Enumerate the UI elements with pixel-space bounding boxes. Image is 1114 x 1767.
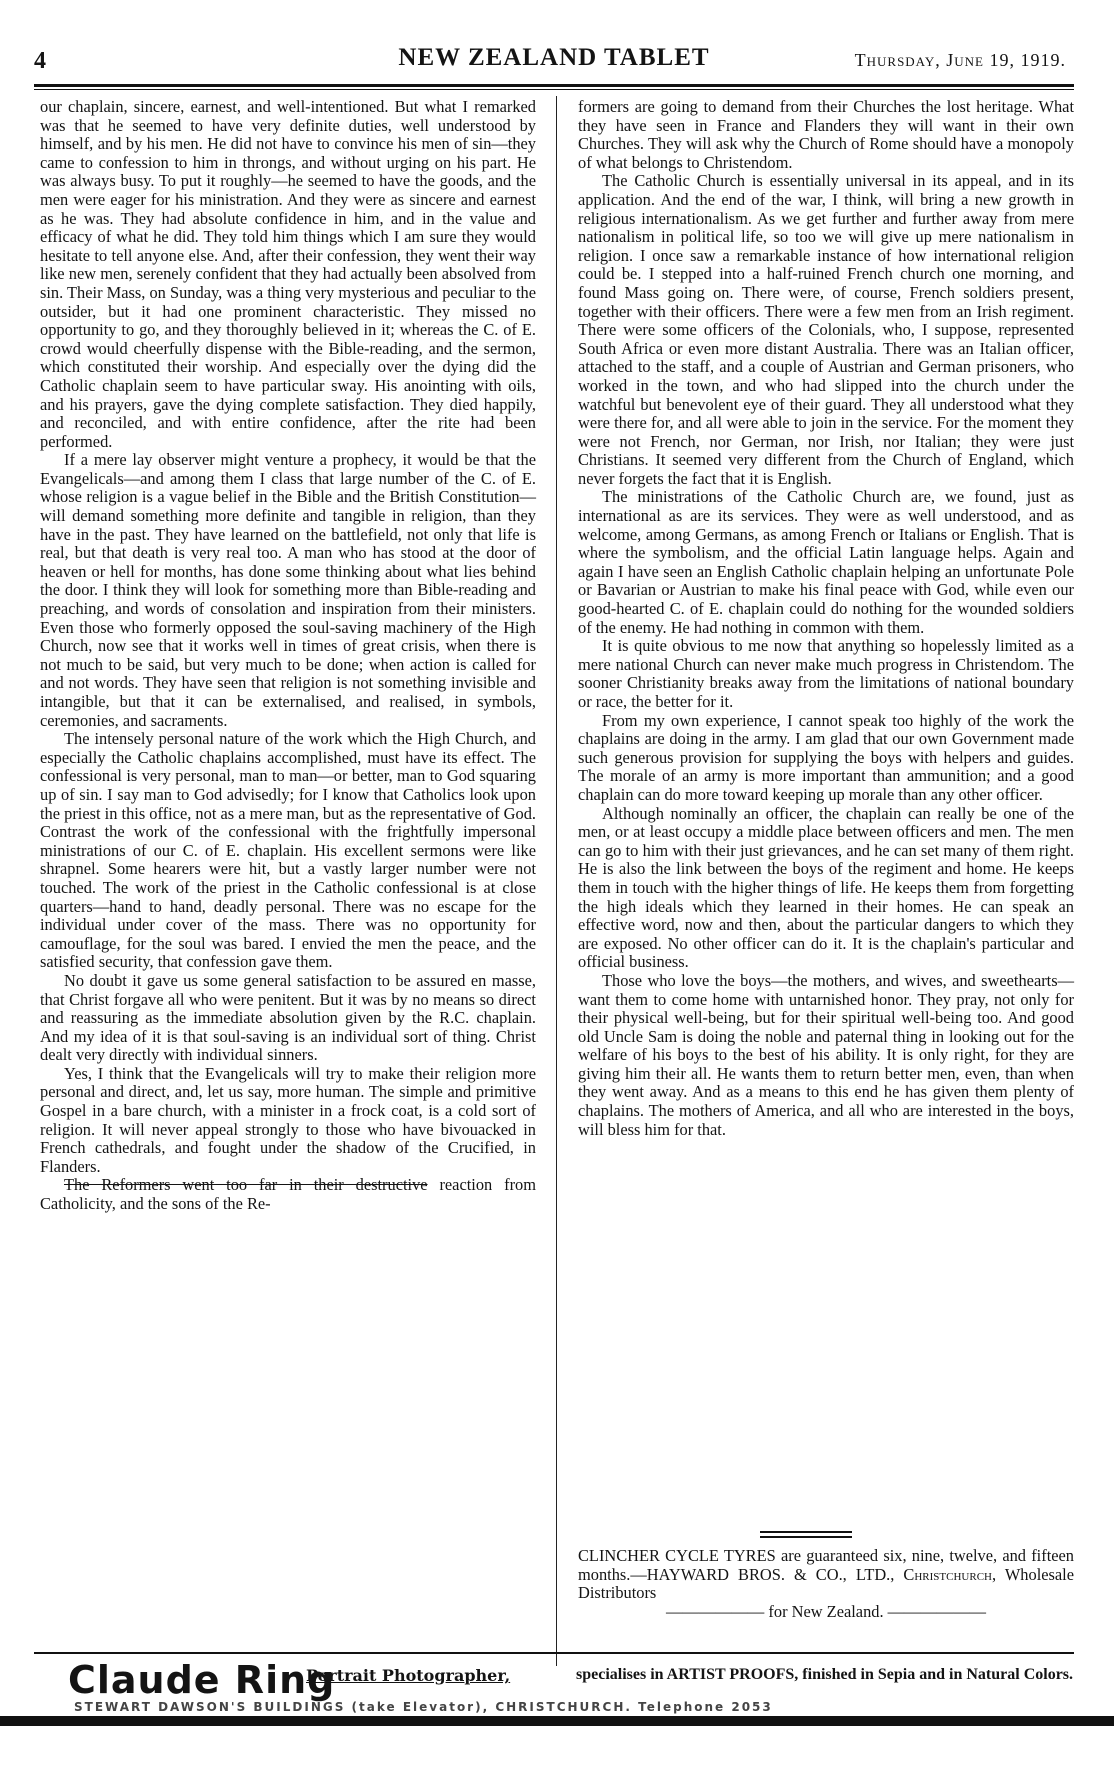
ad-city: Christchurch [903,1564,992,1584]
masthead-title: NEW ZEALAND TABLET [398,44,710,71]
dateline: Thursday, June 19, 1919. [854,50,1066,70]
page-bottom-bar [0,1716,1114,1726]
ad-text: , Wholesale Distributors [578,1564,1075,1603]
ad-text: CLINCHER CYCLE TYRES are guaranteed six, nine, twelve, and fifteen months.—HAYWARD BROS. & CO., LTD., [578,1546,1074,1584]
page-header [34,44,1074,88]
footer-description: specialises in ARTIST PROOFS, finished in Sepia and in Natural Colors. [576,1666,1074,1683]
footer-brand: Claude Ring [68,1658,336,1702]
ad-text: for New Zealand. [768,1601,884,1621]
paragraph: Although nominally an officer, the chaplain can really be one of the men, or at least occupy a middle place between officers and men. The men can go to him with their just grievances, and he can set many of them right. He is also the link between the boys of the regiment and home. He keeps them in touch with the higher things of life. He keeps them from forgetting the high ideals which they learned in their homes. He can speak an effective word, now and then, about the particular dangers to which they are exposed. No other officer can do it. It is the chaplain's particular and official business. [578,803,1074,972]
paragraph: It is quite obvious to me now that anything so hopelessly limited as a mere national Church can never make much progress in Christendom. The sooner Christianity breaks away from the limitations of national boundary or race, the better for it. [578,636,1074,711]
paragraph: our chaplain, sincere, earnest, and well-intentioned. But what I remarked was that he seemed to have very definite duties, well understood by himself, and by his men. He did not have to convince his men of sin—they came to confession to him in throngs, and without urging on his part. He was always busy. To put it roughly—he seemed to have the goods, and the men were eager for his ministration. And they were as sincere and earnest as he was. They had absolute confidence in him, and in the value and efficacy of what he did. They told him things which I am sure they would hesitate to tell anyone else. And, after their confession, they went their way like new men, serenely confident that they had actually been absolved from sin. Their Mass, on Sunday, was a thing very mysterious and peculiar to the outsider, but it had one prominent characteristic. They missed no opportunity to go, and they thoroughly believed in it; whereas the C. of E. crowd would cheerfully dispense with the Bible-reading, and the sermon, which constituted their worship. And especially over the dying did the Catholic chaplain seem to have particular sway. His anointing with oils, and his prayers, gave the dying complete satisfaction. They died happily, and reconciled, and with entire confidence, after the rite had been performed. [40,97,536,451]
paragraph [40,1176,536,1213]
paragraph: The Catholic Church is essentially universal in its appeal, and in its application. And the end of the war, I think, will bring a new growth in religious internationalism. As we get further and further away from mere nationalism in political life, so too we will give up mere nationalism in religion. I once saw a remarkable instance of how international religion could be. I stepped into a half-ruined French church one morning, and found Mass going on. There were, of course, French soldiers present, together with their officers. There were a few men from an Irish regiment. There were some officers of the Colonials, who, I suppose, represented South Africa or even more distant Australia. There was an Italian officer, attached to the staff, and a couple of Austrian and German prisoners, who worked in the town, and who had slipped into the church under the watchful but benevolent eye of their guard. They all understood what they were there for, and all were able to join in the service. For the moment they were not French, nor German, nor Irish, nor Italian; they were just Christians. It seemed very different from the Church of England, which never forgets the fact that it is English. [578,171,1074,488]
paragraph: Those who love the boys—the mothers, and wives, and sweethearts—want them to come home with untarnished honor. They pray, not only for their physical well-being, but for their spiritual well-being too. And good old Uncle Sam is doing the noble and paternal thing in looking out for the welfare of his boys to the best of his ability. It is only right, for they are giving him their all. He wants them to return better men, even, than when they went away. And as a means to this end he has given them plenty of chaplains. The mothers of America, and all who are interested in the boys, will bless him for that. [578,970,1074,1139]
paragraph-text: reaction from Catholicity, and the sons of the Re- [40,1175,536,1214]
paragraph: The ministrations of the Catholic Church are, we found, just as international as are its services. They were as well understood, and as welcome, among Germans, as among French or Italians or English. That is where the symbolism, and the official Latin language helps. Again and again I have seen an English Catholic chaplain helping an unfortunate Pole or Bavarian or Austrian to make his final peace with God, while even our good-hearted C. of E. chaplain could do nothing for the wounded soldiers of the enemy. He had nothing in common with them. [578,487,1074,637]
paragraph: No doubt it gave us some general satisfaction to be assured en masse, that Christ forgave all who were penitent. But it was by no means so direct and reassuring as the immediate absolution given by the R.C. chaplain. And my idea of it is that soul-saving is an individual sort of thing. Christ dealt very directly with individual sinners. [40,970,536,1065]
paragraph: From my own experience, I cannot speak too highly of the work the chaplains are doing in the army. I am glad that our own Government made such generous provision for supplying the boys with helpers and guides. The morale of an army is more important than ammunition; and a good chaplain can do more toward keeping up morale than any other officer. [578,710,1074,804]
left-column [40,98,536,1214]
footer-role: Portrait Photographer, [306,1666,511,1685]
ad-separator [760,1531,852,1533]
paragraph: The intensely personal nature of the work which the High Church, and especially the Catholic chaplains accomplished, must have its effect. The confessional is very personal, man to man—or better, man to God squaring up of sin. I say man to God advisedly; for I know that Catholics look upon the priest in this office, not as a mere man, but as the representative of God. Contrast the work of the confessional with the frightfully impersonal ministrations of our C. of E. chaplain. His excellent sermons were like shrapnel. Some hearers were hit, but a vastly larger number were not touched. The work of the priest in the Catholic confessional is at close quarters—hand to hand, deadly personal. There was no escape for the individual under cover of the mass. There was no opportunity for camouflage, for the soul was bared. I envied the men the peace, and the satisfied security, that confession gave them. [40,729,536,972]
ad-last-line: —————— for New Zealand. —————— [665,1601,987,1621]
column-divider [556,96,557,1666]
ad-separator [760,1536,852,1538]
tyre-advertisement [578,1547,1074,1621]
struck-text: The Reformers went too far in their destructive [64,1175,428,1195]
photographer-advertisement [34,1656,1074,1720]
paragraph: Yes, I think that the Evangelicals will try to make their religion more personal and direct, and, let us say, more human. The simple and primitive Gospel in a bare church, with a minister in a frock coat, is a cold sort of religion. It will never appeal strongly to those who have bivouacked in French cathedrals, and fought under the shadow of the Crucified, in Flanders. [40,1063,536,1176]
ad-body [578,1547,1074,1603]
paragraph: If a mere lay observer might venture a prophecy, it would be that the Evangelicals—and among them I class that large number of the C. of E. whose religion is a vague belief in the Bible and the British Constitution—will demand something more definite and tangible in religion, than they have in the past. They have learned on the battlefield, not only that life is real, but that death is very real too. A man who has stood at the door of heaven or hell for months, has done some thinking about what lies behind the door. I think they will look for something more than Bible-reading and preaching, and words of consolation and inspiration from their ministers. Even those who formerly opposed the soul-saving machinery of the High Church, now see that it works well in times of great crisis, when there is not much to be said, but very much to be done; when action is called for and not words. They have seen that religion is not something invisible and intangible, but that it can be externalised, and realised, in symbols, ceremonies, and sacraments. [40,450,536,730]
paragraph: formers are going to demand from their Churches the lost heritage. What they have seen in France and Flanders they will want in their own Churches. They will ask why the Church of Rome should have a monopoly of what belongs to Christendom. [578,97,1074,172]
footer-rule [34,1652,1074,1654]
page-number: 4 [34,48,46,74]
header-rule [34,84,1074,87]
right-column [578,98,1074,1139]
header-rule-thin [34,89,1074,90]
footer-address: STEWART DAWSON'S BUILDINGS (take Elevator), CHRISTCHURCH. Telephone 2053 [74,1700,773,1714]
